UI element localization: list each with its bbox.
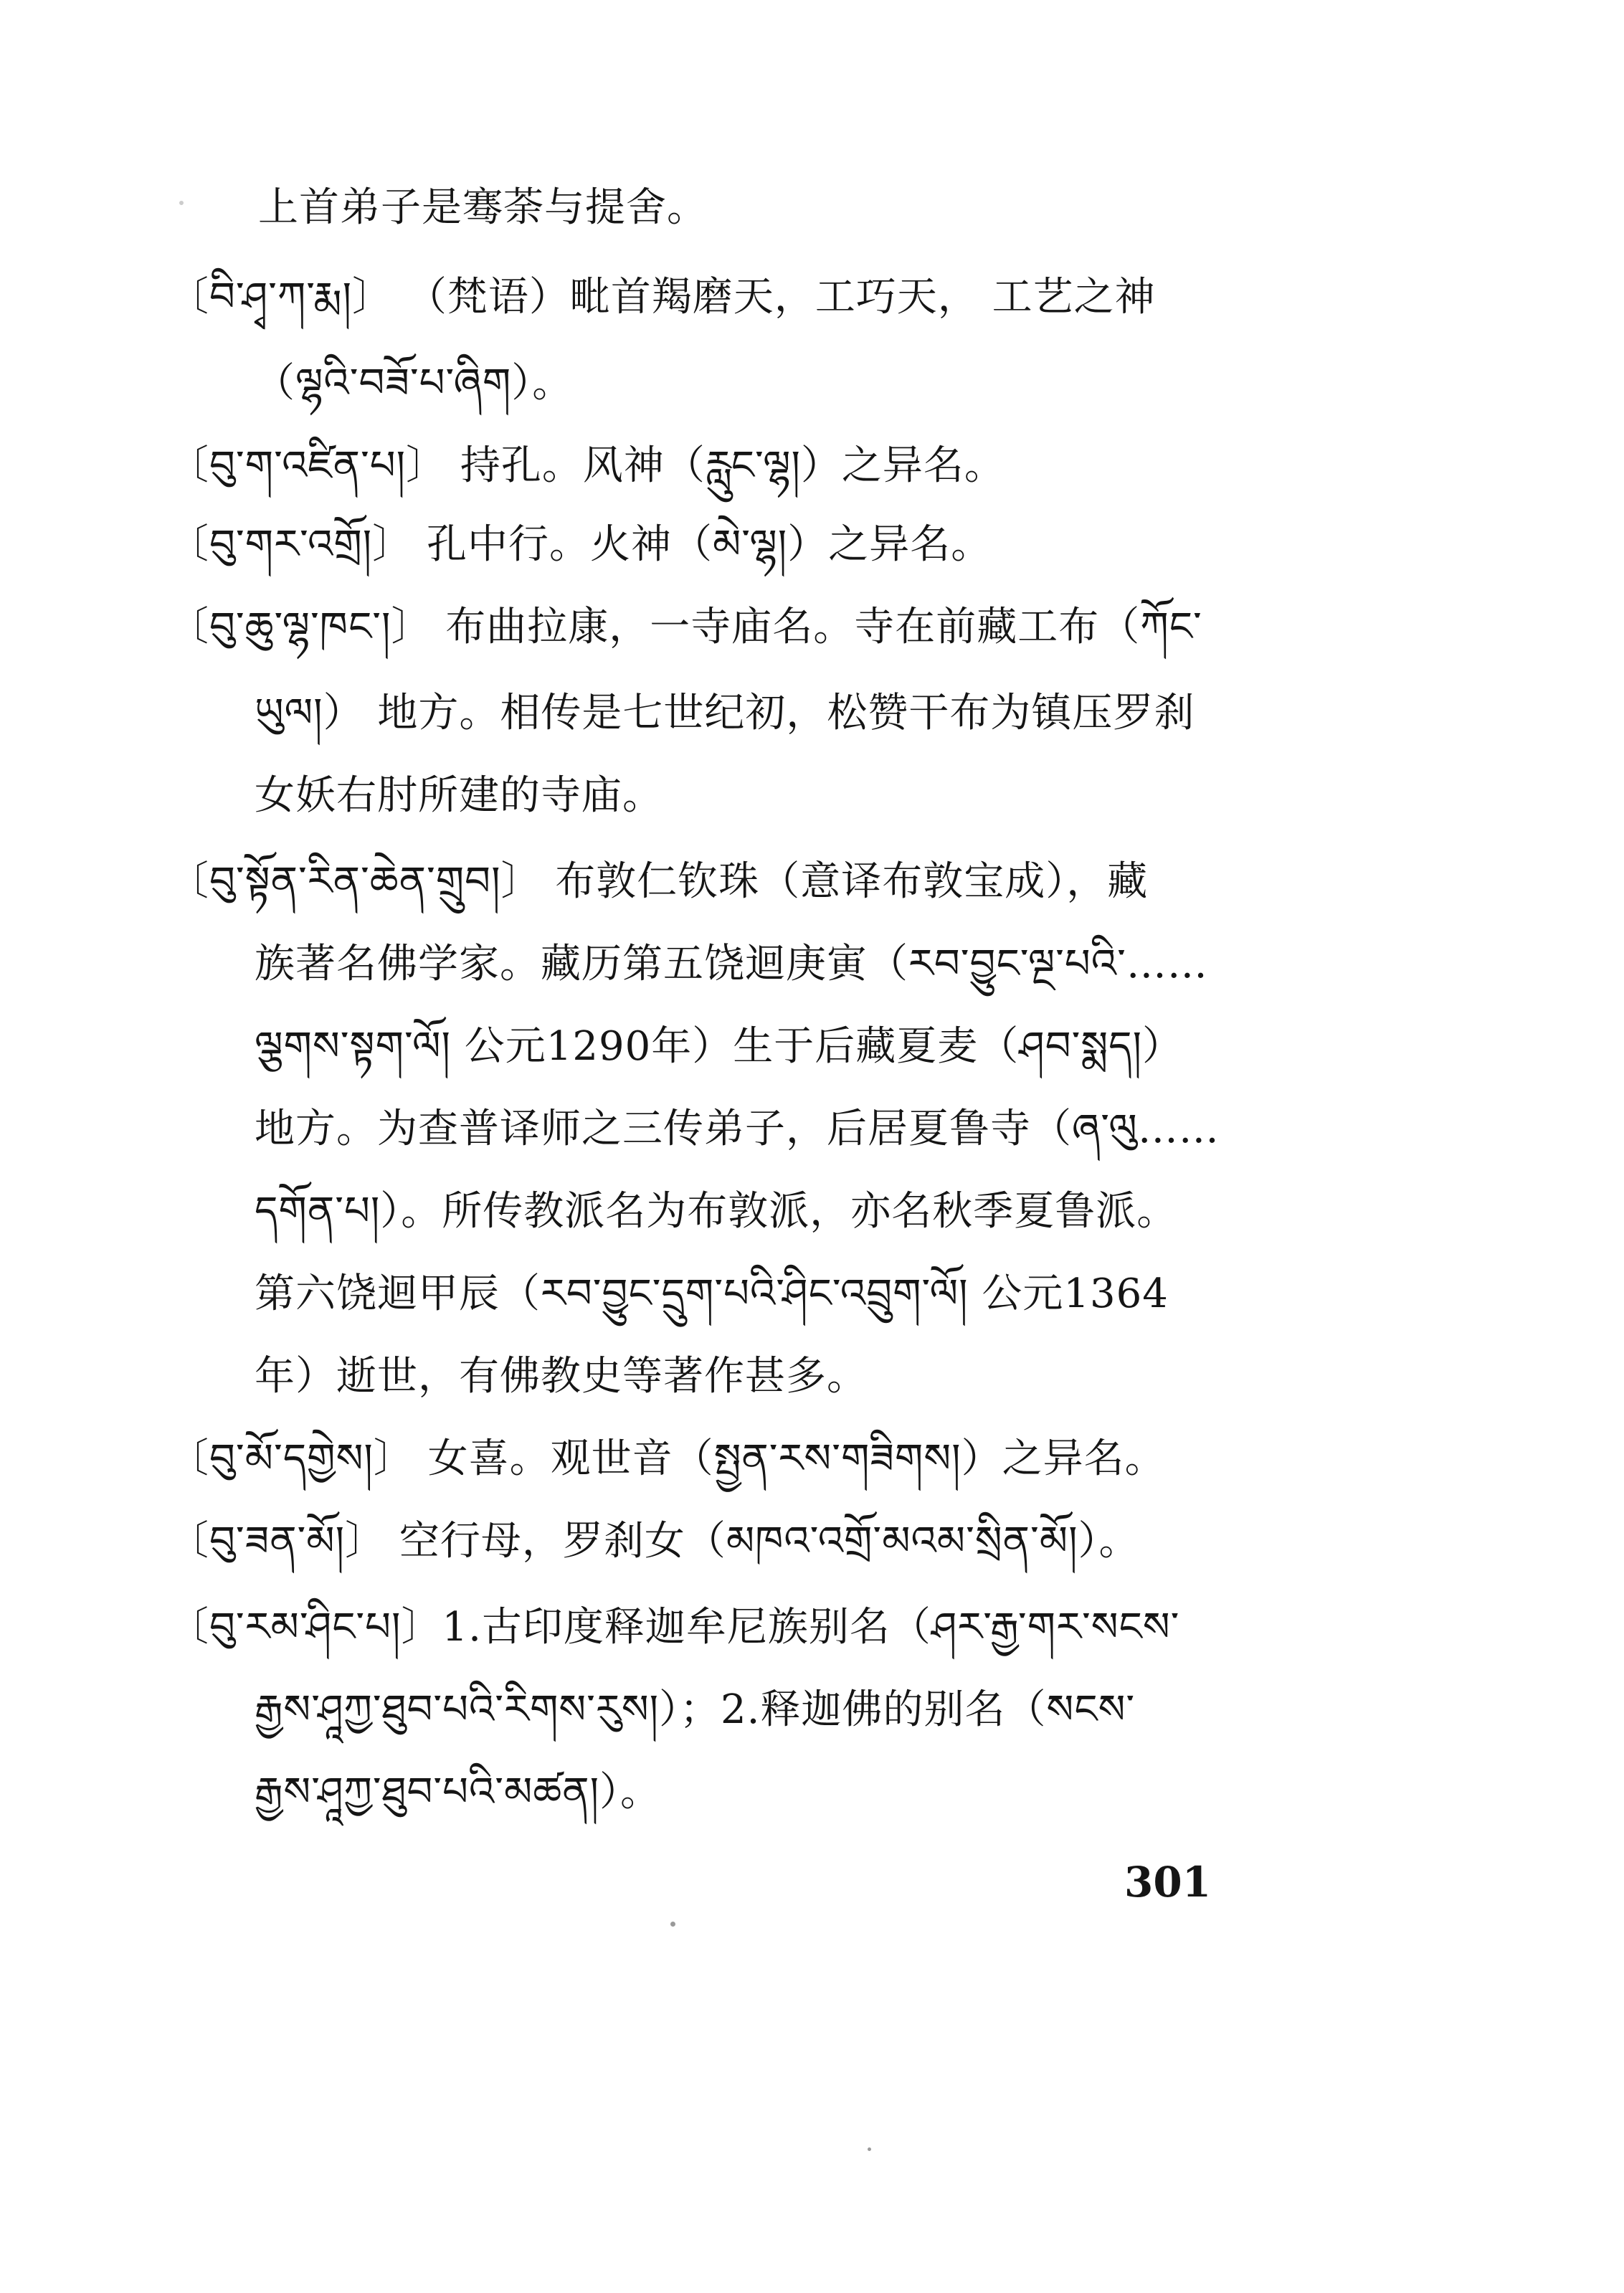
text-line-12: 地方。为查普译师之三传弟子，后居夏鲁寺（ཞ་ལུ…… [255,1106,1220,1152]
entry-bu-gar-dro: 〔བུ་གར་འགྲོ།〕 孔中行。火神（མེ་ལྷ།）之异名。 [168,521,992,568]
scan-speck [179,201,184,205]
page-number: 301 [1124,1858,1212,1907]
text-line-15: 年）逝世，有佛教史等著作甚多。 [255,1353,868,1400]
entry-bu-chu-lha-khang: 〔བུ་ཆུ་ལྷ་ཁང་།〕 布曲拉康，一寺庙名。寺在前藏工布（ཀོང་ [168,604,1202,650]
text-line-20: རྒྱས་ཤཱཀྱ་ཐུབ་པའི་མཚན།）。 [255,1769,662,1815]
entry-bu-ston: 〔བུ་སྟོན་རིན་ཆེན་གྲུབ།〕 布敦仁钦珠（意译布敦宝成），藏 [168,858,1149,905]
entry-vishvakarma: 〔བི་ཤྭ་ཀ་རྨ།〕 （梵语）毗首羯磨天，工巧天， 工艺之神 [168,274,1156,321]
text-line-10: 族著名佛学家。藏历第五饶迴庚寅（རབ་བྱུང་ལྔ་པའི་…… [255,941,1208,987]
text-line-13: དགོན་པ།）。所传教派名为布敦派，亦名秋季夏鲁派。 [255,1188,1178,1235]
entry-bu-mo-gye: 〔བུ་མོ་དགྱེས།〕 女喜。观世音（སྤྱན་རས་གཟིགས།）之异名。 [168,1435,1166,1482]
text-line-3: （ལྷའི་བཟོ་པ་ཞིག）。 [255,360,574,407]
text-line-1: 上首弟子是骞荼与提舍。 [258,184,708,231]
scan-speck [670,1922,675,1927]
scan-speck [868,2147,871,2151]
text-line-14: 第六饶迴甲辰（རབ་བྱུང་དྲུག་པའི་ཤིང་འབྲུག་ལོ། 公元1364 [255,1271,1169,1317]
text-line-7: ཡུལ།） 地方。相传是七世纪初，松赞干布为镇压罗刹 [255,690,1195,736]
text-line-11: ལྕགས་སྟག་ལོ། 公元1290年）生于后藏夏麦（ཤབ་སྨད།） [255,1023,1184,1070]
text-line-8: 女妖右肘所建的寺庙。 [255,772,663,819]
entry-bu-ram-shing-pa: 〔བུ་རམ་ཤིང་པ།〕1.古印度释迦牟尼族别名（ཤར་རྒྱ་གར་སངས་ [168,1604,1180,1651]
entry-bu-ga-dzin-pa: 〔བུ་ག་འཛིན་པ།〕 持孔。风神（རླུང་ལྷ།）之异名。 [168,442,1005,489]
text-line-19: རྒྱས་ཤཱཀྱ་ཐུབ་པའི་རིགས་རུས།）；2.释迦佛的别名（སངས་ [255,1686,1136,1733]
entry-bu-zan-mo: 〔བུ་ཟན་མོ།〕 空行母，罗刹女（མཁའ་འགྲོ་མའམ་སྲིན་མོ།）。 [168,1518,1140,1565]
